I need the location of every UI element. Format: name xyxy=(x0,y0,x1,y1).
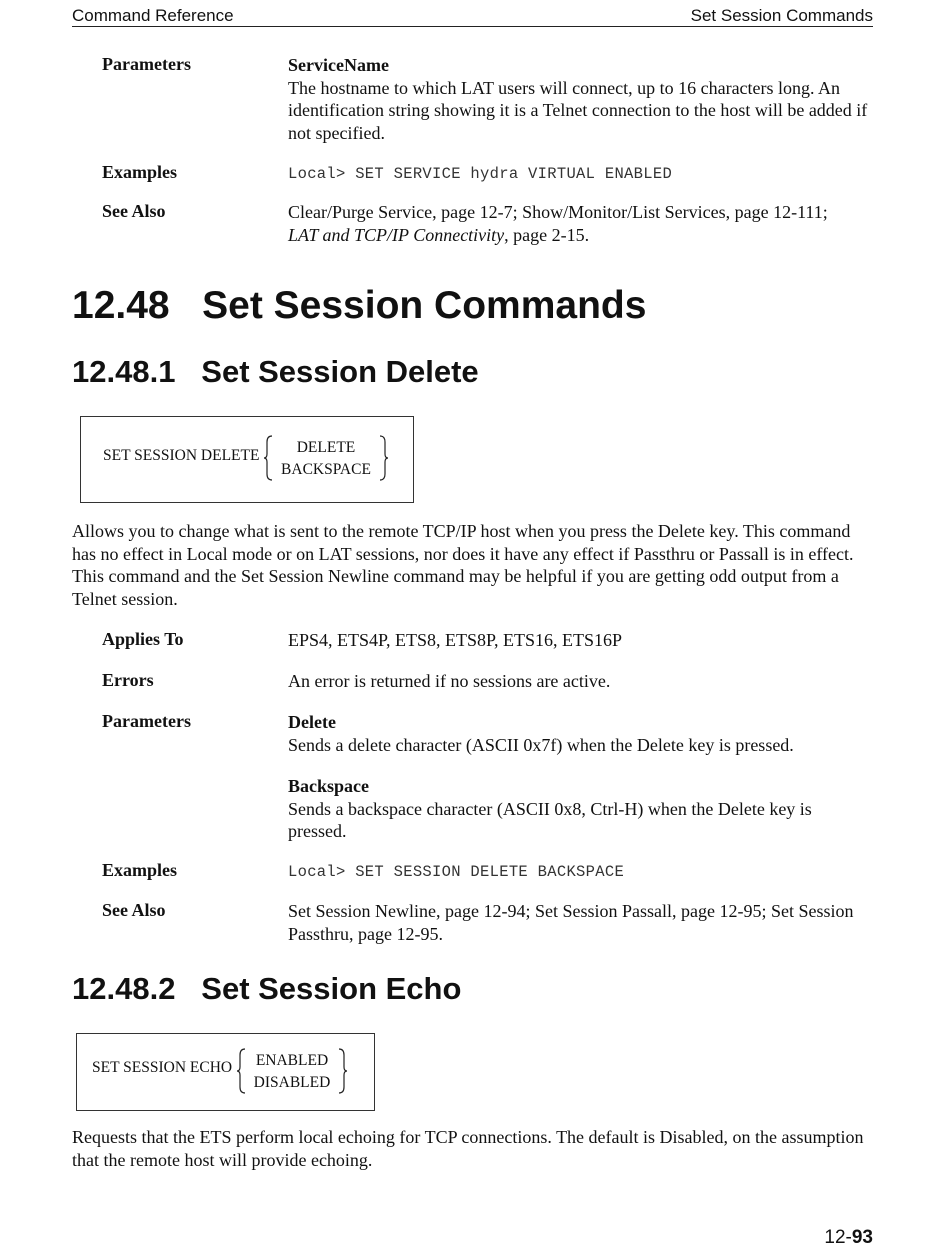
errors-label: Errors xyxy=(102,670,154,690)
param-backspace-block xyxy=(288,775,873,843)
running-header xyxy=(72,6,873,27)
page-number-value: 93 xyxy=(851,1227,873,1248)
syntax-option-enabled: ENABLED xyxy=(255,1052,329,1069)
echo-description: Requests that the ETS perform local echoing for TCP connections. The default is Disabled, on the assumption that the remote host will provide echoing. xyxy=(72,1127,864,1170)
echo-subsection-title: Set Session Echo xyxy=(201,971,462,1006)
see-also-italic-title: LAT and TCP/IP Connectivity xyxy=(288,224,505,245)
see-also-line-1: Clear/Purge Service, page 12-7; Show/Monitor/List Services, page 12-111; xyxy=(288,202,828,222)
header-right: Set Session Commands xyxy=(690,6,873,25)
see-also-label: See Also xyxy=(102,201,166,221)
delete-parameters-label: Parameters xyxy=(102,711,191,731)
header-left: Command Reference xyxy=(72,6,234,25)
parameters-label: Parameters xyxy=(102,54,191,74)
syntax-command: SET SESSION DELETE xyxy=(103,447,260,464)
echo-left-brace-icon xyxy=(237,1048,247,1094)
section-heading-12-48 xyxy=(72,284,646,328)
delete-see-also-label: See Also xyxy=(102,900,166,920)
echo-syntax-command: SET SESSION ECHO xyxy=(92,1059,233,1076)
subsection-heading-echo xyxy=(72,971,461,1007)
param-delete-desc: Sends a delete character (ASCII 0x7f) when the Delete key is pressed. xyxy=(288,734,794,755)
delete-description: Allows you to change what is sent to the remote TCP/IP host when you press the Delete key. This command has no effect in Local mode or on LAT sessions, nor does it have any effect if Passthru or Passall is in effect. This command and the Set Session Newline command may be helpful if you are getting odd output from a Telnet session. xyxy=(72,521,854,609)
param-delete-name: Delete xyxy=(288,712,336,732)
subsection-title: Set Session Delete xyxy=(201,354,479,389)
syntax-option-delete: DELETE xyxy=(296,439,356,456)
page-prefix: 12- xyxy=(824,1227,852,1248)
delete-see-also: Set Session Newline, page 12-94; Set Session Passall, page 12-95; Set Session Passthru, page 12-95. xyxy=(288,901,854,944)
param-backspace-name: Backspace xyxy=(288,776,369,796)
service-param-desc: The hostname to which LAT users will connect, up to 16 characters long. An identification string showing it is a Telnet connection to the host will be added if not specified. xyxy=(288,77,868,143)
param-backspace-desc: Sends a backspace character (ASCII 0x8, Ctrl-H) when the Delete key is pressed. xyxy=(288,798,812,841)
service-example: Local> SET SERVICE hydra VIRTUAL ENABLED xyxy=(288,165,673,183)
echo-right-brace-icon xyxy=(337,1048,347,1094)
echo-subsection-number: 12.48.2 xyxy=(72,971,176,1006)
section-title: Set Session Commands xyxy=(202,284,647,327)
left-brace-icon xyxy=(264,435,274,481)
right-brace-icon xyxy=(378,435,388,481)
page-number xyxy=(824,1227,873,1249)
subsection-heading-delete xyxy=(72,354,479,390)
errors-value: An error is returned if no sessions are active. xyxy=(288,671,611,691)
subsection-number: 12.48.1 xyxy=(72,354,176,389)
service-param-name: ServiceName xyxy=(288,55,389,75)
applies-to-label: Applies To xyxy=(102,629,184,649)
examples-label: Examples xyxy=(102,162,178,182)
syntax-box-echo xyxy=(76,1033,375,1111)
applies-to-value: EPS4, ETS4P, ETS8, ETS8P, ETS16, ETS16P xyxy=(288,630,623,650)
service-see-also xyxy=(288,201,873,246)
delete-examples-label: Examples xyxy=(102,860,178,880)
section-number: 12.48 xyxy=(72,284,170,327)
syntax-option-disabled: DISABLED xyxy=(253,1074,331,1091)
delete-example: Local> SET SESSION DELETE BACKSPACE xyxy=(288,863,625,881)
syntax-box-delete xyxy=(80,416,414,503)
param-delete-block xyxy=(288,711,873,756)
syntax-option-backspace: BACKSPACE xyxy=(281,461,371,478)
service-param-block xyxy=(288,54,873,144)
see-also-page: , page 2-15. xyxy=(504,224,590,245)
